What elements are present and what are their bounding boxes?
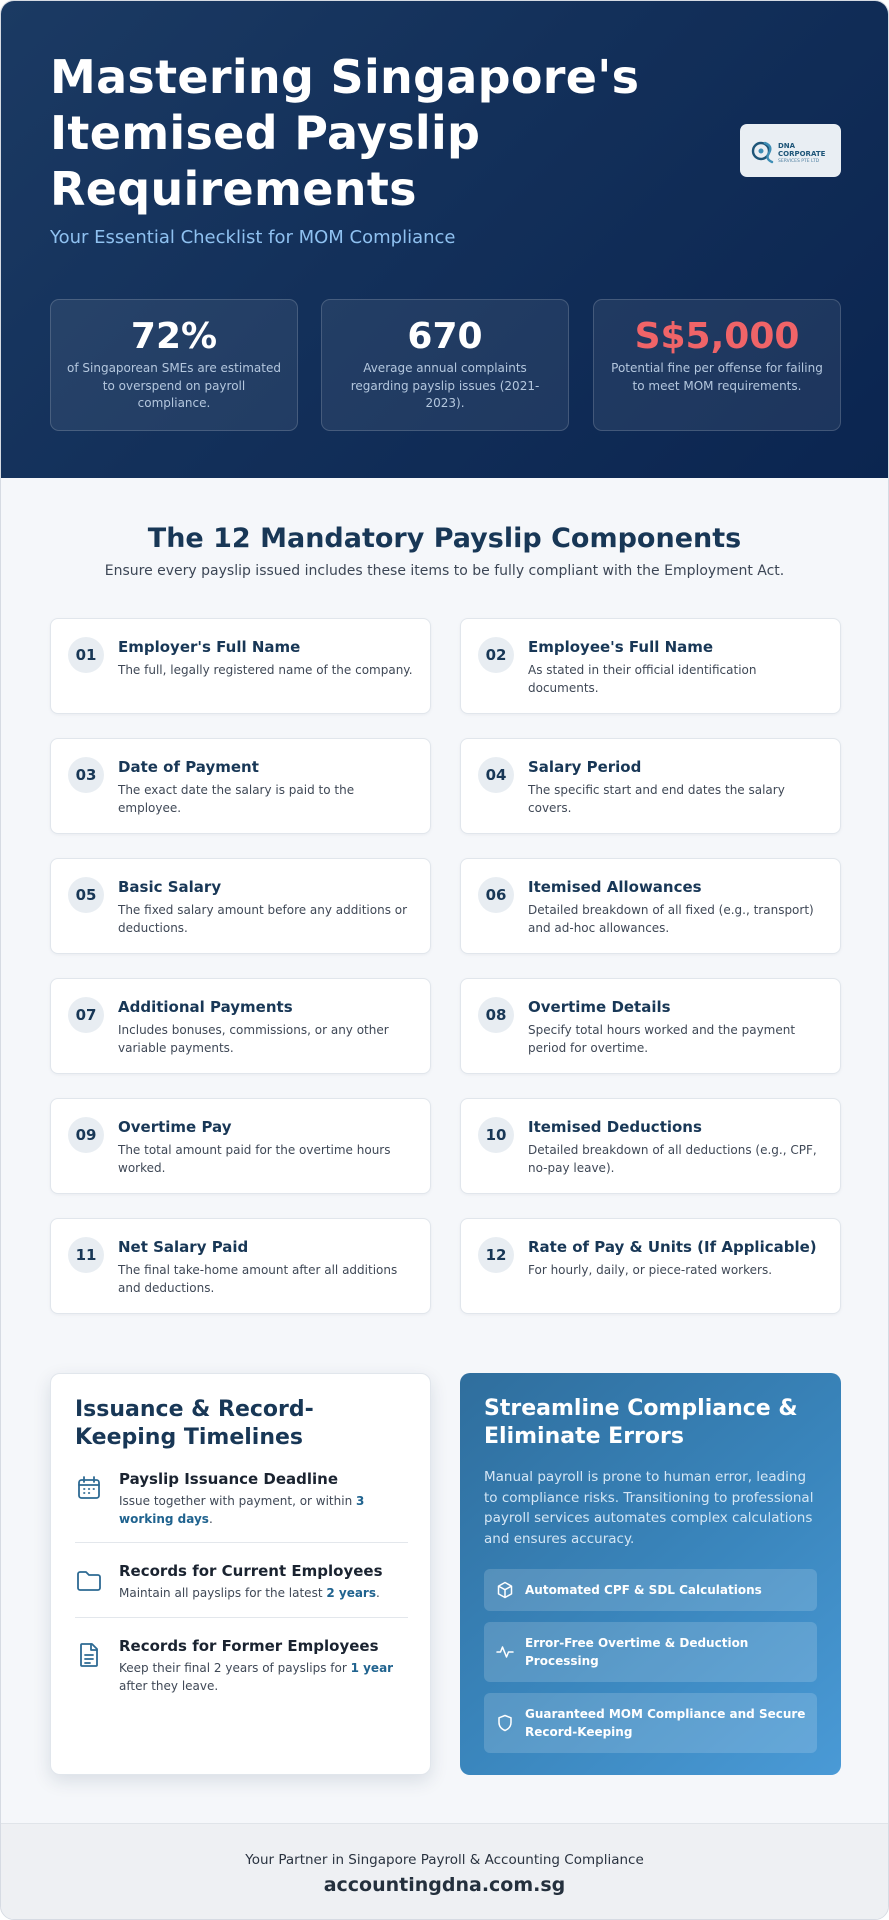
component-title: Overtime Pay — [118, 1118, 232, 1136]
component-description: Includes bonuses, commissions, or any other variable payments. — [118, 1023, 389, 1055]
component-card — [460, 618, 841, 714]
component-number: 01 — [68, 637, 104, 673]
folder-icon — [75, 1566, 103, 1594]
component-title: Employer's Full Name — [118, 638, 301, 656]
desc-text: Issue together with payment, or within — [119, 1494, 356, 1508]
component-description: The fixed salary amount before any additions or deductions. — [118, 903, 408, 935]
component-title: Overtime Details — [528, 998, 671, 1016]
feature-cpf-sdl — [484, 1569, 817, 1611]
timeline-item-title: Records for Former Employees — [119, 1637, 379, 1655]
component-card — [460, 738, 841, 834]
component-title: Basic Salary — [118, 878, 222, 896]
component-number: 10 — [478, 1117, 514, 1153]
pulse-icon — [496, 1643, 514, 1661]
document-icon — [75, 1641, 103, 1669]
component-card — [460, 978, 841, 1074]
component-description: The final take-home amount after all additions and deductions. — [118, 1263, 398, 1295]
page-title: Mastering Singapore's Itemised Payslip Requirements — [50, 50, 640, 216]
stat-card-complaints — [321, 299, 569, 431]
stat-value: S$5,000 — [634, 316, 800, 357]
component-number: 06 — [478, 877, 514, 913]
component-number: 02 — [478, 637, 514, 673]
components-section-subtitle: Ensure every payslip issued includes these items to be fully compliant with the Employment Act. — [104, 563, 785, 579]
component-description: The total amount paid for the overtime hours worked. — [118, 1143, 391, 1175]
company-logo — [740, 124, 841, 177]
stat-value: 670 — [407, 316, 483, 357]
component-description: Detailed breakdown of all deductions (e.g., CPF, no-pay leave). — [528, 1143, 817, 1175]
component-title: Rate of Pay & Units (If Applicable) — [528, 1238, 817, 1256]
component-number: 04 — [478, 757, 514, 793]
component-title: Salary Period — [528, 758, 642, 776]
stat-value: 72% — [130, 316, 218, 357]
component-number: 05 — [68, 877, 104, 913]
footer-website-link[interactable]: accountingdna.com.sg — [323, 1874, 566, 1896]
page-subtitle: Your Essential Checklist for MOM Compliance — [50, 227, 456, 248]
timeline-item-description — [119, 1492, 409, 1528]
feature-text: Error-Free Overtime & Deduction Processing — [525, 1636, 749, 1668]
component-description: The exact date the salary is paid to the employee. — [118, 783, 355, 815]
calendar-icon — [75, 1474, 103, 1502]
timeline-item-current-employees — [75, 1562, 408, 1612]
component-number: 09 — [68, 1117, 104, 1153]
component-description: Detailed breakdown of all fixed (e.g., transport) and ad-hoc allowances. — [528, 903, 814, 935]
timelines-panel — [50, 1373, 431, 1775]
divider — [75, 1617, 408, 1618]
timeline-item-issuance — [75, 1470, 408, 1530]
footer — [1, 1823, 888, 1919]
components-section-title: The 12 Mandatory Payslip Components — [147, 523, 742, 554]
cube-icon — [496, 1581, 514, 1599]
timeline-item-description — [119, 1659, 409, 1695]
timeline-item-former-employees — [75, 1637, 408, 1697]
component-number: 12 — [478, 1237, 514, 1273]
shield-icon — [496, 1714, 514, 1732]
stat-description: Potential fine per offense for failing to meet MOM requirements. — [611, 361, 823, 393]
stat-description: of Singaporean SMEs are estimated to overspend on payroll compliance. — [67, 361, 281, 410]
footer-tagline: Your Partner in Singapore Payroll & Accounting Compliance — [245, 1852, 644, 1868]
component-card — [50, 738, 431, 834]
feature-overtime-deduction — [484, 1622, 817, 1682]
logo-line-1: DNA — [778, 142, 796, 150]
desc-highlight: 3 working days — [119, 1494, 365, 1526]
component-card — [50, 1218, 431, 1314]
component-number: 08 — [478, 997, 514, 1033]
component-card — [50, 1098, 431, 1194]
hero-banner — [1, 1, 888, 478]
cta-title: Streamline Compliance & Eliminate Errors — [484, 1396, 798, 1449]
desc-highlight: 2 years — [326, 1586, 376, 1600]
component-card — [50, 858, 431, 954]
component-card — [460, 858, 841, 954]
component-card — [50, 978, 431, 1074]
desc-text: . — [376, 1586, 380, 1600]
feature-text: Guaranteed MOM Compliance and Secure Record-Keeping — [525, 1707, 806, 1739]
component-description: The specific start and end dates the salary covers. — [528, 783, 785, 815]
component-title: Itemised Allowances — [528, 878, 702, 896]
desc-text: Maintain all payslips for the latest — [119, 1586, 327, 1600]
component-card — [460, 1218, 841, 1314]
dna-logo-icon — [751, 137, 777, 165]
logo-wordmark — [778, 142, 825, 166]
logo-line-2: CORPORATE — [778, 150, 826, 158]
stat-card-fine — [593, 299, 841, 431]
stat-card-sme-overspend — [50, 299, 298, 431]
component-description: The full, legally registered name of the company. — [118, 663, 413, 677]
component-title: Employee's Full Name — [528, 638, 714, 656]
compliance-cta-panel — [460, 1373, 841, 1775]
cta-body: Manual payroll is prone to human error, leading to compliance risks. Transitioning to professional payroll services automates complex calculations and ensures accuracy. — [484, 1469, 814, 1547]
divider — [75, 1542, 408, 1543]
component-description: Specify total hours worked and the payment period for overtime. — [528, 1023, 796, 1055]
desc-highlight: 1 year — [350, 1661, 394, 1675]
stat-description: Average annual complaints regarding payslip issues (2021-2023). — [350, 361, 540, 410]
component-description: For hourly, daily, or piece-rated workers. — [528, 1263, 773, 1277]
component-title: Date of Payment — [118, 758, 259, 776]
component-title: Net Salary Paid — [118, 1238, 249, 1256]
component-card — [50, 618, 431, 714]
desc-text: . — [208, 1512, 213, 1526]
component-title: Itemised Deductions — [528, 1118, 702, 1136]
component-number: 07 — [68, 997, 104, 1033]
component-description: As stated in their official identification documents. — [528, 663, 757, 695]
component-number: 11 — [68, 1237, 104, 1273]
timelines-title: Issuance & Record-Keeping Timelines — [75, 1397, 314, 1450]
component-card — [460, 1098, 841, 1194]
desc-text: after they leave. — [119, 1679, 219, 1693]
feature-mom-compliance — [484, 1693, 817, 1753]
timeline-item-description — [119, 1584, 409, 1602]
logo-line-3: SERVICES PTE LTD — [778, 159, 820, 164]
component-number: 03 — [68, 757, 104, 793]
timeline-item-title: Payslip Issuance Deadline — [119, 1470, 339, 1488]
component-title: Additional Payments — [118, 998, 293, 1016]
desc-text: Keep their final 2 years of payslips for — [119, 1661, 351, 1675]
feature-text: Automated CPF & SDL Calculations — [525, 1583, 762, 1597]
timeline-item-title: Records for Current Employees — [119, 1562, 383, 1580]
